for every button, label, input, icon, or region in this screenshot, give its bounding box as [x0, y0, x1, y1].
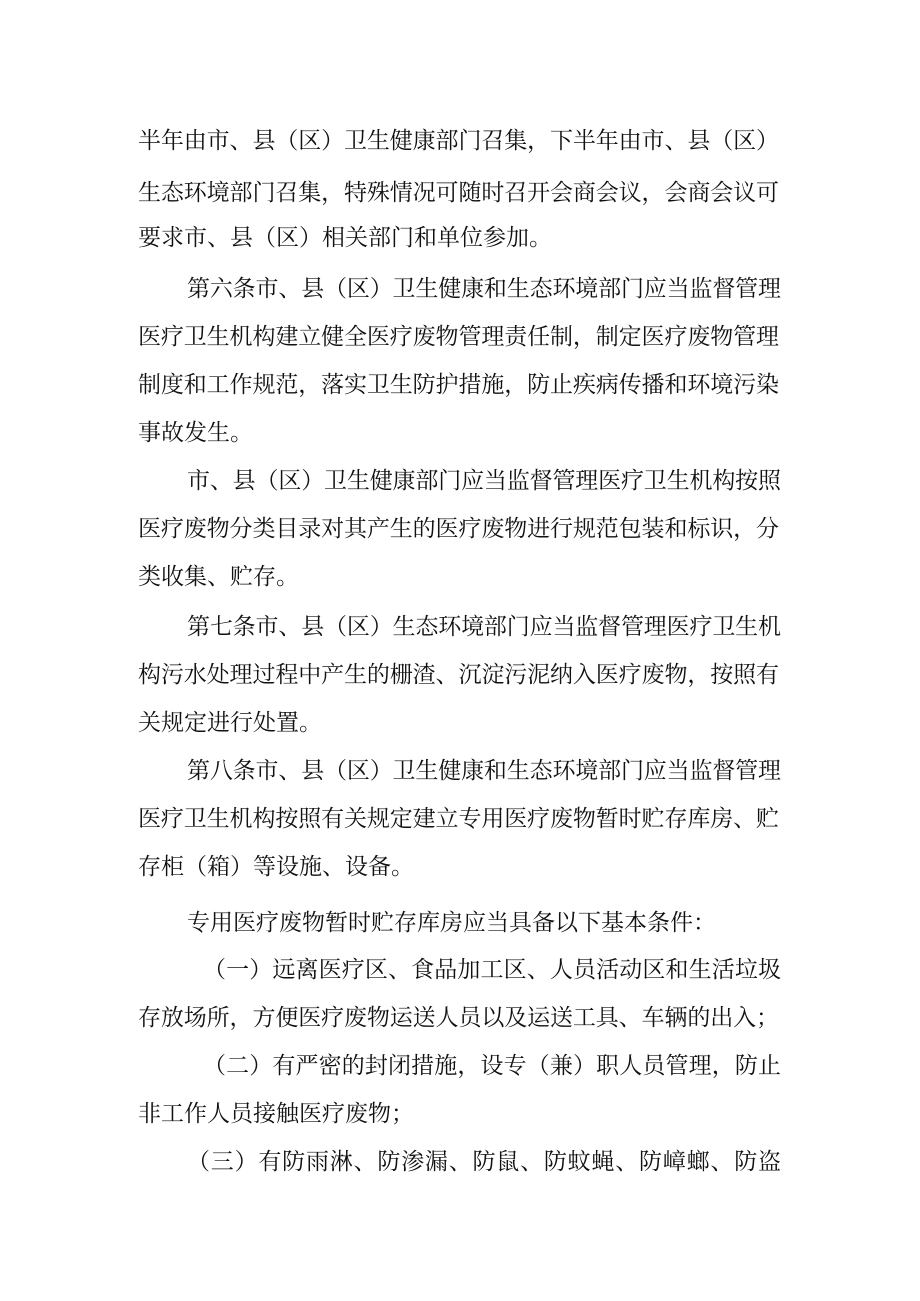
text-line-21: 非工作人员接触医疗废物； [138, 1101, 414, 1127]
text-line-22: （三）有防雨淋、防渗漏、防鼠、防蚊蝇、防嶂螂、防盗 [187, 1149, 782, 1175]
text-line-19: 存放场所，方便医疗废物运送人员以及运送工具、车辆的出入； [138, 1005, 779, 1031]
text-line-2: 生态环境部门召集，特殊情况可随时召开会商会议，会商会议可 [138, 180, 779, 206]
text-line-8: 市、县（区）卫生健康部门应当监督管理医疗卫生机构按照 [187, 468, 781, 494]
text-line-9: 医疗废物分类目录对其产生的医疗废物进行规范包装和标识，分 [138, 516, 779, 542]
text-line-11: 第七条市、县（区）生态环境部门应当监督管理医疗卫生机 [187, 614, 781, 640]
text-line-1: 半年由市、县（区）卫生健康部门召集，下半年由市、县（区） [138, 128, 779, 154]
text-line-10: 类收集、贮存。 [138, 564, 299, 590]
text-line-3: 要求市、县（区）相关部门和单位参加。 [138, 225, 552, 251]
text-line-20: （二）有严密的封闭措施，设专（兼）职人员管理，防止 [203, 1053, 782, 1079]
text-line-13: 关规定进行处置。 [138, 710, 322, 736]
text-line-12: 构污水处理过程中产生的栅渣、沉淀污泥纳入医疗废物，按照有 [138, 662, 779, 688]
text-line-17: 专用医疗废物暂时贮存库房应当具备以下基本条件： [187, 910, 716, 936]
text-line-14: 第八条市、县（区）卫生健康和生态环境部门应当监督管理 [187, 758, 781, 784]
text-line-15: 医疗卫生机构按照有关规定建立专用医疗废物暂时贮存库房、贮 [138, 806, 779, 832]
text-line-7: 事故发生。 [138, 420, 253, 446]
text-line-18: （一）远离医疗区、食品加工区、人员活动区和生活垃圾 [203, 957, 782, 983]
text-line-6: 制度和工作规范，落实卫生防护措施，防止疾病传播和环境污染 [138, 372, 779, 398]
text-line-4: 第六条市、县（区）卫生健康和生态环境部门应当监督管理 [187, 276, 781, 302]
text-line-16: 存柜（箱）等设施、设备。 [138, 854, 414, 880]
text-line-5: 医疗卫生机构建立健全医疗废物管理责任制，制定医疗废物管理 [138, 324, 779, 350]
